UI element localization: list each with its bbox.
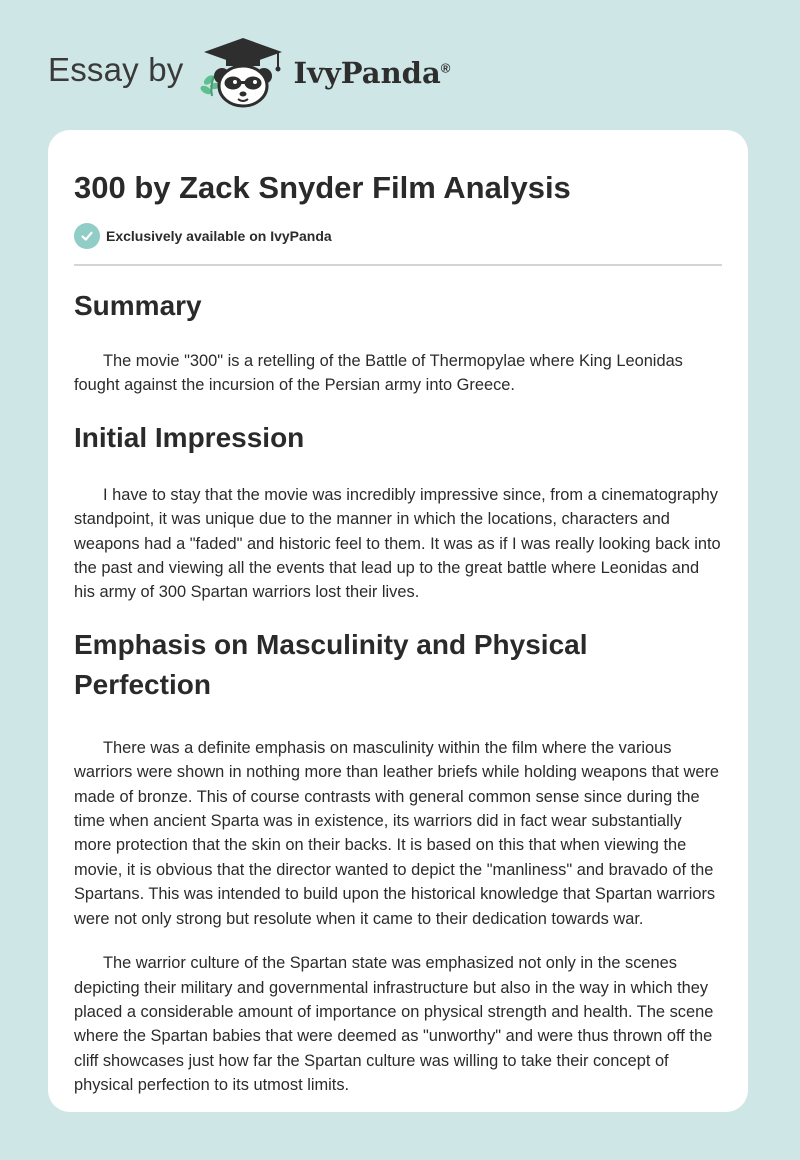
brand-name: IvyPanda®	[293, 56, 451, 90]
exclusive-badge	[74, 223, 722, 266]
exclusive-badge-label: Exclusively available on IvyPanda	[106, 228, 332, 244]
section-heading-summary: Summary	[74, 290, 202, 321]
section-heading-initial-impression: Initial Impression	[74, 421, 305, 453]
essay-by-label: Essay by	[48, 51, 184, 88]
paragraph: The movie "300" is a retelling of the Battle of Thermopylae where King Leonidas fought against the incursion of the Persian army into Greece.	[74, 352, 683, 395]
paragraph: I have to stay that the movie was incredibly impressive since, from a cinematography standpoint, it was unique due to the manner in which the locations, characters and weapons had a "faded" and historic feel to them. It was as if I was really looking back into the past and viewing all the events that lead up to the great battle where Leonidas and his army of 300 Spartan warriors lost their lives.	[74, 485, 721, 602]
panda-graduate-icon	[198, 36, 290, 108]
site-header-brand[interactable]	[48, 36, 450, 108]
registered-mark: ®	[440, 60, 451, 76]
essay-title: 300 by Zack Snyder Film Analysis	[74, 170, 571, 205]
paragraph: The warrior culture of the Spartan state was emphasized not only in the scenes depicting their military and governmental infrastructure but also in the way in which they placed a considerable amount of importance on physical strength and health. The scene where the Spartan babies that were deemed as "unworthy" and were thus thrown off the cliff showcases just how far the Spartan culture was willing to take their concept of physical perfection to its utmost limits.	[74, 954, 714, 1095]
essay-card	[48, 130, 748, 1112]
section-heading-emphasis: Emphasis on Masculinity and Physical Perfection	[74, 628, 588, 700]
check-circle-icon	[74, 223, 100, 249]
paragraph: There was a definite emphasis on masculinity within the film where the various warriors were shown in nothing more than leather briefs while holding weapons that were made of bronze. This of course contrasts with general common sense since during the time when ancient Sparta was in existence, its warriors did in fact wear substantially more protection that the skin on their backs. It is based on this that when viewing the movie, it is obvious that the director wanted to depict the "manliness" and bravado of the Spartans. This was intended to build upon the historical knowledge that Spartan warriors were not only strong but resolute when it came to their dedication towards war.	[74, 738, 720, 928]
